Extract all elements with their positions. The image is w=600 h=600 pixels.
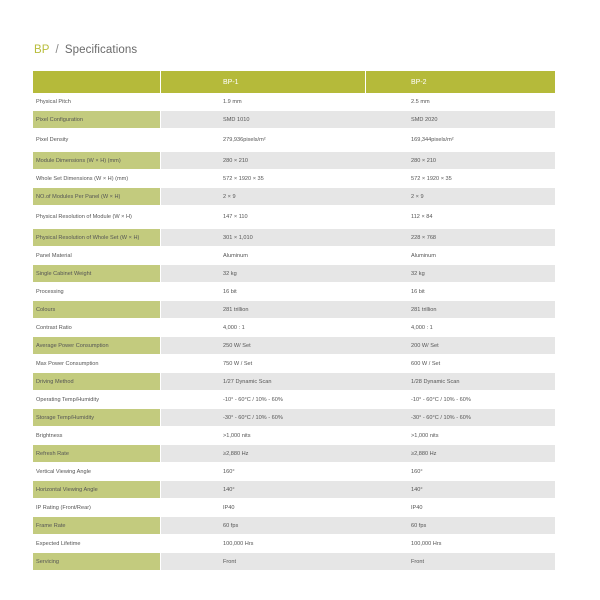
spec-value-bp1: 250 W/ Set bbox=[161, 337, 366, 355]
spec-value-bp2: 2.5 mm bbox=[366, 93, 555, 111]
spec-value-bp2: 572 × 1920 × 35 bbox=[366, 170, 555, 188]
spec-label: Module Dimensions (W × H) (mm) bbox=[33, 152, 161, 170]
spec-label: Physical Pitch bbox=[33, 93, 161, 111]
header-label-cell bbox=[33, 71, 161, 93]
spec-value-bp1: Aluminum bbox=[161, 247, 366, 265]
spec-value-bp1: Front bbox=[161, 553, 366, 571]
table-row bbox=[33, 111, 555, 129]
spec-label: NO.of Modules Per Panel (W × H) bbox=[33, 188, 161, 206]
table-row bbox=[33, 409, 555, 427]
spec-label: Colours bbox=[33, 301, 161, 319]
spec-label: Driving Method bbox=[33, 373, 161, 391]
spec-label: Panel Material bbox=[33, 247, 161, 265]
table-row bbox=[33, 319, 555, 337]
spec-label: Storage Temp/Humidity bbox=[33, 409, 161, 427]
spec-label: Physical Resolution of Module (W × H) bbox=[33, 206, 161, 229]
spec-value-bp1: -10° - 60°C / 10% - 60% bbox=[161, 391, 366, 409]
spec-value-bp2: 600 W / Set bbox=[366, 355, 555, 373]
spec-value-bp2: Aluminum bbox=[366, 247, 555, 265]
spec-value-bp1: SMD 1010 bbox=[161, 111, 366, 129]
table-header-row bbox=[33, 71, 555, 93]
table-row bbox=[33, 445, 555, 463]
spec-value-bp1: >1,000 nits bbox=[161, 427, 366, 445]
table-row bbox=[33, 129, 555, 152]
spec-value-bp1: 2 × 9 bbox=[161, 188, 366, 206]
table-row bbox=[33, 481, 555, 499]
header-bp2: BP-2 bbox=[366, 71, 555, 93]
spec-value-bp1: 750 W / Set bbox=[161, 355, 366, 373]
spec-value-bp1: -30° - 60°C / 10% - 60% bbox=[161, 409, 366, 427]
table-row bbox=[33, 427, 555, 445]
spec-label: Contrast Ratio bbox=[33, 319, 161, 337]
spec-value-bp1: 147 × 110 bbox=[161, 206, 366, 229]
spec-value-bp1: 301 × 1,010 bbox=[161, 229, 366, 247]
spec-value-bp1: 16 bit bbox=[161, 283, 366, 301]
spec-value-bp2: 228 × 768 bbox=[366, 229, 555, 247]
spec-value-bp2: 281 trillion bbox=[366, 301, 555, 319]
spec-value-bp2: 4,000 : 1 bbox=[366, 319, 555, 337]
spec-value-bp2: 169,344pixels/m² bbox=[366, 129, 555, 152]
table-row bbox=[33, 499, 555, 517]
spec-label: Frame Rate bbox=[33, 517, 161, 535]
spec-label: Average Power Consumption bbox=[33, 337, 161, 355]
header-bp1: BP-1 bbox=[161, 71, 366, 93]
spec-value-bp2: IP40 bbox=[366, 499, 555, 517]
spec-label: Horizontal Viewing Angle bbox=[33, 481, 161, 499]
spec-value-bp1: 281 trillion bbox=[161, 301, 366, 319]
breadcrumb bbox=[34, 44, 137, 56]
spec-value-bp1: 280 × 210 bbox=[161, 152, 366, 170]
table-row bbox=[33, 463, 555, 481]
spec-value-bp1: 279,936pixels/m² bbox=[161, 129, 366, 152]
table-row bbox=[33, 553, 555, 571]
spec-value-bp2: ≥2,880 Hz bbox=[366, 445, 555, 463]
spec-label: Servicing bbox=[33, 553, 161, 571]
spec-value-bp2: 32 kg bbox=[366, 265, 555, 283]
spec-label: Single Cabinet Weight bbox=[33, 265, 161, 283]
spec-label: Refresh Rate bbox=[33, 445, 161, 463]
specifications-table bbox=[33, 71, 555, 571]
spec-label: Physical Resolution of Whole Set (W × H) bbox=[33, 229, 161, 247]
spec-value-bp2: 1/28 Dynamic Scan bbox=[366, 373, 555, 391]
spec-label: Vertical Viewing Angle bbox=[33, 463, 161, 481]
breadcrumb-separator: / bbox=[55, 44, 59, 56]
table-row bbox=[33, 283, 555, 301]
spec-value-bp2: 16 bit bbox=[366, 283, 555, 301]
spec-value-bp1: 140° bbox=[161, 481, 366, 499]
table-row bbox=[33, 391, 555, 409]
spec-label: Max Power Consumption bbox=[33, 355, 161, 373]
spec-value-bp1: 100,000 Hrs bbox=[161, 535, 366, 553]
table-row bbox=[33, 152, 555, 170]
spec-value-bp2: >1,000 nits bbox=[366, 427, 555, 445]
table-row bbox=[33, 301, 555, 319]
table-body bbox=[33, 93, 555, 571]
table-row bbox=[33, 355, 555, 373]
spec-value-bp1: 4,000 : 1 bbox=[161, 319, 366, 337]
spec-value-bp1: 60 fps bbox=[161, 517, 366, 535]
spec-value-bp1: 32 kg bbox=[161, 265, 366, 283]
spec-label: Expected Lifetime bbox=[33, 535, 161, 553]
table-row bbox=[33, 170, 555, 188]
spec-value-bp2: 160° bbox=[366, 463, 555, 481]
spec-value-bp2: 60 fps bbox=[366, 517, 555, 535]
table-row bbox=[33, 535, 555, 553]
spec-value-bp1: IP40 bbox=[161, 499, 366, 517]
table-row bbox=[33, 517, 555, 535]
spec-value-bp2: 140° bbox=[366, 481, 555, 499]
spec-value-bp1: 1/27 Dynamic Scan bbox=[161, 373, 366, 391]
spec-label: Operating Temp/Humidity bbox=[33, 391, 161, 409]
table-row bbox=[33, 337, 555, 355]
table-row bbox=[33, 265, 555, 283]
spec-value-bp2: 200 W/ Set bbox=[366, 337, 555, 355]
spec-value-bp2: SMD 2020 bbox=[366, 111, 555, 129]
page-title: Specifications bbox=[64, 44, 138, 56]
spec-label: Pixel Density bbox=[33, 129, 161, 152]
table-row bbox=[33, 206, 555, 229]
spec-value-bp2: 2 × 9 bbox=[366, 188, 555, 206]
table-row bbox=[33, 373, 555, 391]
spec-value-bp1: 1.9 mm bbox=[161, 93, 366, 111]
spec-value-bp1: ≥2,880 Hz bbox=[161, 445, 366, 463]
spec-label: Pixel Configuration bbox=[33, 111, 161, 129]
breadcrumb-brand[interactable]: BP bbox=[34, 44, 50, 56]
spec-label: Whole Set Dimensions (W × H) (mm) bbox=[33, 170, 161, 188]
table-row bbox=[33, 229, 555, 247]
table-row bbox=[33, 188, 555, 206]
spec-label: Processing bbox=[33, 283, 161, 301]
spec-value-bp2: 100,000 Hrs bbox=[366, 535, 555, 553]
spec-value-bp2: 112 × 84 bbox=[366, 206, 555, 229]
spec-label: IP Rating (Front/Rear) bbox=[33, 499, 161, 517]
spec-value-bp1: 572 × 1920 × 35 bbox=[161, 170, 366, 188]
spec-value-bp2: -30° - 60°C / 10% - 60% bbox=[366, 409, 555, 427]
table-row bbox=[33, 247, 555, 265]
spec-value-bp1: 160° bbox=[161, 463, 366, 481]
table-row bbox=[33, 93, 555, 111]
spec-label: Brightness bbox=[33, 427, 161, 445]
spec-value-bp2: 280 × 210 bbox=[366, 152, 555, 170]
spec-value-bp2: -10° - 60°C / 10% - 60% bbox=[366, 391, 555, 409]
spec-value-bp2: Front bbox=[366, 553, 555, 571]
